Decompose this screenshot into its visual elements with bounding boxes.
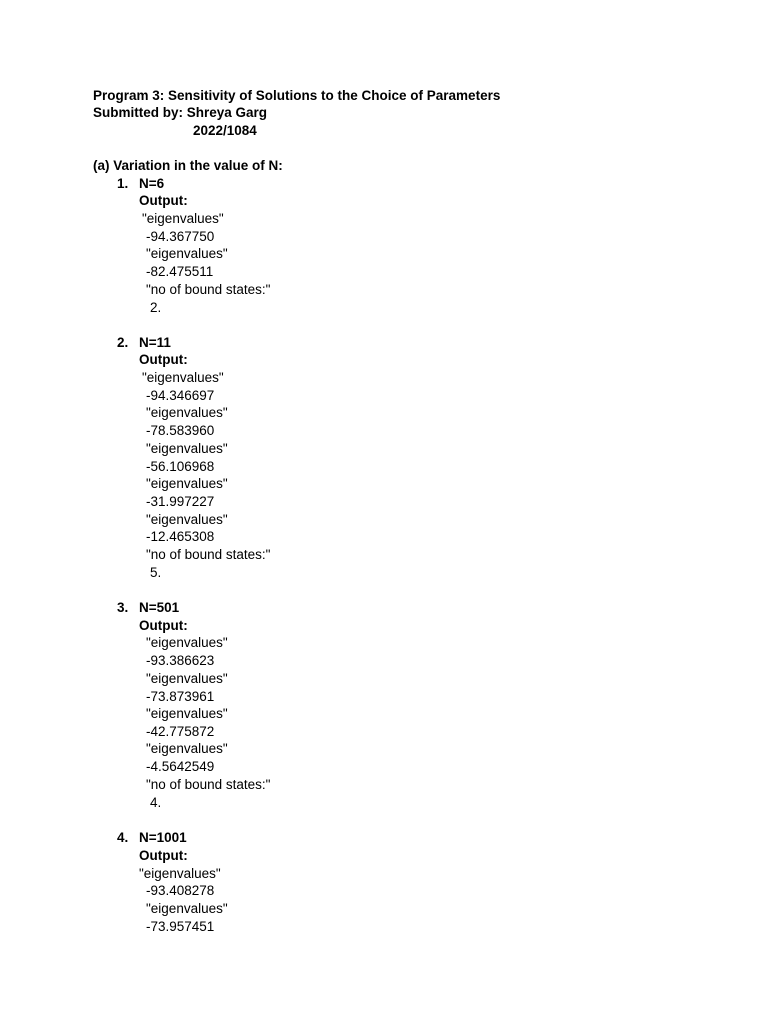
output-line: -93.386623 — [146, 653, 215, 668]
output-line: "eigenvalues" — [146, 741, 228, 756]
output-line: "eigenvalues" — [142, 211, 224, 226]
output-line: "eigenvalues" — [139, 866, 221, 881]
output-label: Output: — [139, 848, 188, 863]
output-label: Output: — [139, 352, 188, 367]
output-line: -31.997227 — [146, 494, 215, 509]
output-line: "eigenvalues" — [146, 635, 228, 650]
output-line: "eigenvalues" — [142, 370, 224, 385]
output-line: "eigenvalues" — [146, 512, 228, 527]
output-line: "eigenvalues" — [146, 671, 228, 686]
submitted-by: Submitted by: Shreya Garg — [93, 105, 268, 120]
output-line: "no of bound states:" — [146, 282, 271, 297]
item-title: N=501 — [139, 600, 180, 615]
roll-number: 2022/1084 — [193, 123, 257, 138]
item-title: N=6 — [139, 176, 165, 191]
output-line: -94.367750 — [146, 229, 215, 244]
item-number: 3. — [117, 600, 129, 615]
output-line: "eigenvalues" — [146, 441, 228, 456]
document-title: Program 3: Sensitivity of Solutions to the Choice of Parameters — [93, 88, 501, 103]
output-label: Output: — [139, 193, 188, 208]
output-line: "eigenvalues" — [146, 476, 228, 491]
item-number: 1. — [117, 176, 129, 191]
output-line: -93.408278 — [146, 883, 215, 898]
output-line: -94.346697 — [146, 388, 215, 403]
output-line: 5. — [150, 565, 162, 580]
output-line: -78.583960 — [146, 423, 215, 438]
output-line: -82.475511 — [146, 264, 214, 279]
output-line: "eigenvalues" — [146, 405, 228, 420]
output-line: -56.106968 — [146, 459, 215, 474]
output-label: Output: — [139, 618, 188, 633]
output-line: "no of bound states:" — [146, 547, 271, 562]
output-line: 4. — [150, 795, 162, 810]
output-line: -4.5642549 — [146, 759, 215, 774]
section-heading: (a) Variation in the value of N: — [93, 158, 283, 173]
output-line: "eigenvalues" — [146, 706, 228, 721]
output-line: 2. — [150, 300, 162, 315]
output-line: "eigenvalues" — [146, 246, 228, 261]
item-title: N=11 — [139, 335, 171, 350]
output-line: -73.873961 — [146, 689, 215, 704]
item-number: 4. — [117, 830, 129, 845]
item-title: N=1001 — [139, 830, 187, 845]
output-line: "no of bound states:" — [146, 777, 271, 792]
output-line: -73.957451 — [146, 919, 215, 934]
item-number: 2. — [117, 335, 129, 350]
output-line: "eigenvalues" — [146, 901, 228, 916]
output-line: -42.775872 — [146, 724, 215, 739]
output-line: -12.465308 — [146, 529, 215, 544]
